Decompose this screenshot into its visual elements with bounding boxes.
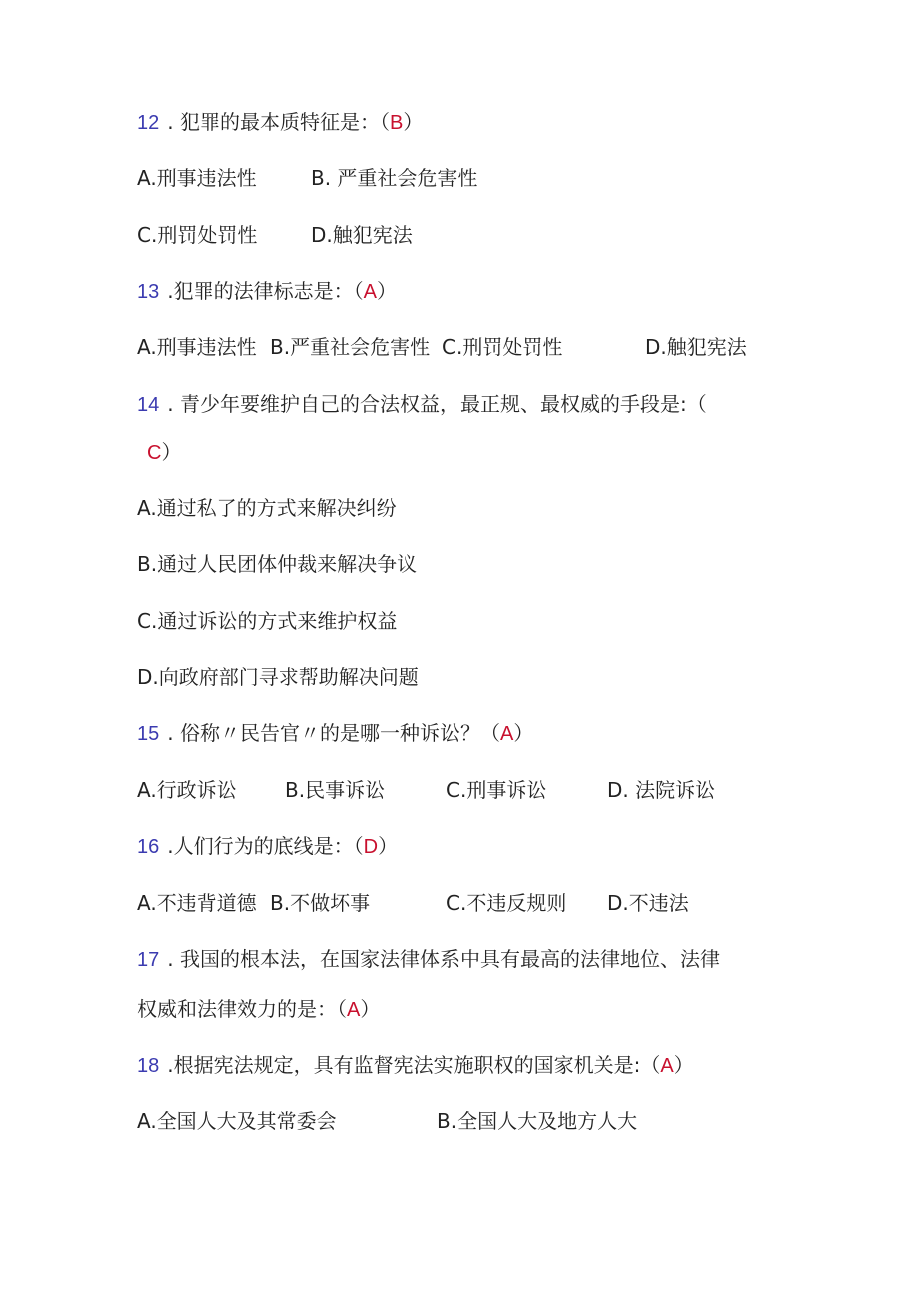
- option-c: C.刑罚处罚性: [442, 335, 563, 359]
- question-17: [137, 944, 720, 974]
- answer-letter: B: [389, 112, 404, 134]
- question-stem: . 俗称〃民告官〃的是哪一种诉讼？（: [167, 721, 500, 745]
- option-a: A.不违背道德: [137, 891, 257, 915]
- option-b: B.全国人大及地方人大: [437, 1109, 638, 1133]
- option-c: C.不违反规则: [446, 891, 567, 915]
- close-paren: ）: [513, 721, 534, 745]
- option-b: B.民事诉讼: [285, 778, 386, 802]
- answer-letter: A: [499, 723, 514, 745]
- question-13: [137, 276, 397, 306]
- question-14-answer-line: [147, 437, 181, 467]
- question-stem: . 我国的根本法，在国家法律体系中具有最高的法律地位、法律: [167, 947, 720, 971]
- close-paren: ）: [360, 997, 381, 1021]
- close-paren: ）: [673, 1053, 694, 1077]
- question-12: [137, 107, 423, 137]
- option-d: D. 法院诉讼: [607, 778, 716, 802]
- question-16: [137, 831, 398, 861]
- question-18: [137, 1050, 694, 1080]
- question-number: 17: [137, 949, 160, 971]
- question-stem: .犯罪的法律标志是：（: [167, 279, 364, 303]
- question-stem: .根据宪法规定，具有监督宪法实施职权的国家机关是:（: [167, 1053, 661, 1077]
- question-number: 18: [137, 1055, 160, 1077]
- question-number: 12: [137, 112, 160, 134]
- answer-letter: C: [147, 442, 162, 464]
- question-stem: . 犯罪的最本质特征是：（: [167, 110, 390, 134]
- question-stem-continued: 权威和法律效力的是：（: [137, 997, 347, 1021]
- question-15: [137, 718, 533, 748]
- close-paren: ）: [376, 279, 397, 303]
- option-a: A.通过私了的方式来解决纠纷: [137, 496, 397, 520]
- answer-letter: A: [347, 999, 361, 1021]
- option-c: C.通过诉讼的方式来维护权益: [137, 609, 398, 633]
- option-b: B.通过人民团体仲裁来解决争议: [137, 552, 418, 576]
- question-17-continuation: [137, 994, 380, 1024]
- option-b: B.严重社会危害性: [270, 335, 431, 359]
- question-14: [137, 389, 707, 419]
- option-d: D.不违法: [607, 891, 689, 915]
- option-b: B. 严重社会危害性: [311, 166, 478, 190]
- question-number: 14: [137, 394, 160, 416]
- question-number: 13: [137, 281, 160, 303]
- option-a: A.行政诉讼: [137, 778, 237, 802]
- close-paren: ）: [403, 110, 424, 134]
- option-d: D.触犯宪法: [311, 223, 413, 247]
- option-c: C.刑罚处罚性: [137, 223, 258, 247]
- option-d: D.向政府部门寻求帮助解决问题: [137, 665, 419, 689]
- question-number: 15: [137, 723, 160, 745]
- option-a: A.刑事违法性: [137, 166, 257, 190]
- option-a: A.刑事违法性: [137, 335, 257, 359]
- question-stem: .人们行为的底线是：（: [167, 834, 364, 858]
- option-a: A.全国人大及其常委会: [137, 1109, 337, 1133]
- answer-letter: D: [363, 836, 379, 858]
- question-number: 16: [137, 836, 160, 858]
- question-stem: . 青少年要维护自己的合法权益，最正规、最权威的手段是:（: [167, 392, 707, 416]
- option-b: B.不做坏事: [270, 891, 371, 915]
- answer-letter: A: [660, 1055, 674, 1077]
- close-paren: ）: [378, 834, 399, 858]
- answer-letter: A: [363, 281, 377, 303]
- option-d: D.触犯宪法: [645, 335, 747, 359]
- close-paren: ）: [161, 440, 182, 464]
- option-c: C.刑事诉讼: [446, 778, 547, 802]
